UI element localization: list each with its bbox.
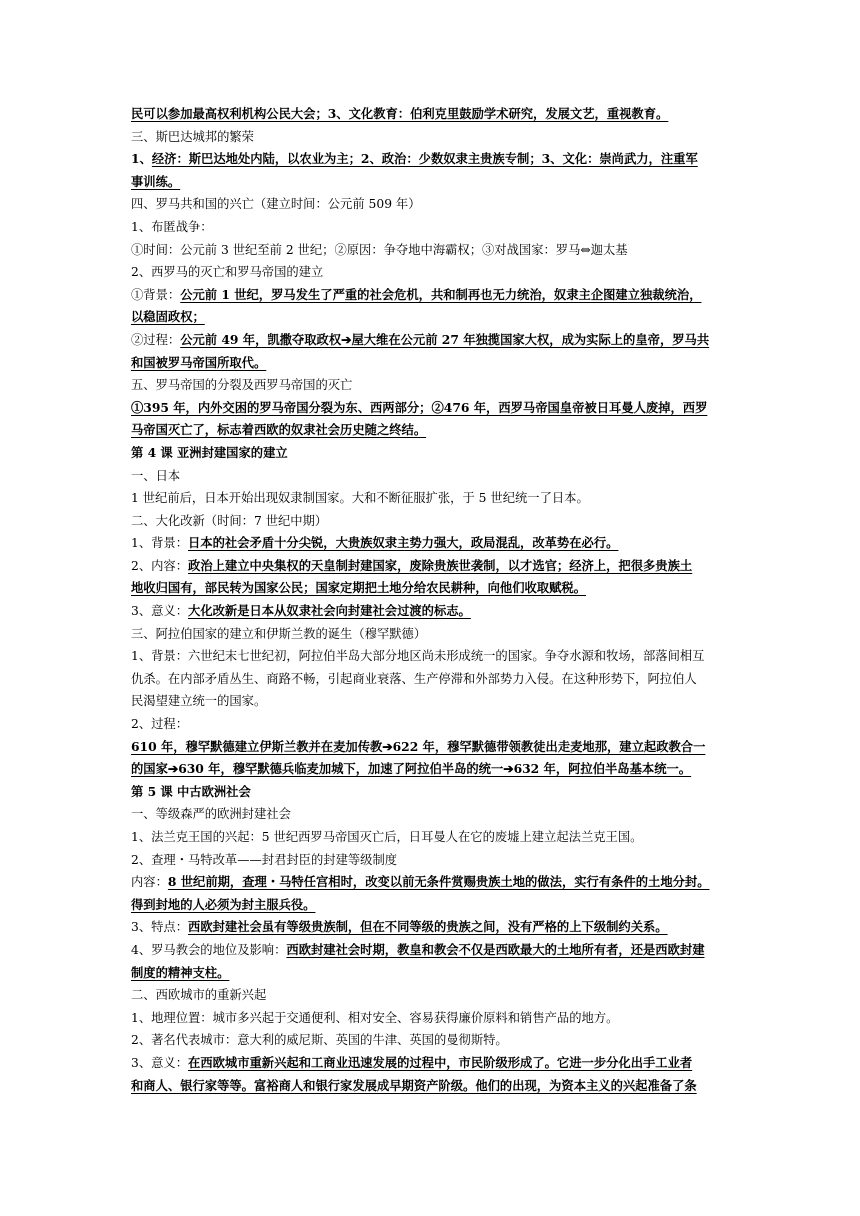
text-segment: 日本的社会矛盾十分尖锐，大贵族奴隶主势力强大，政局混乱，改革势在必行。: [188, 535, 619, 551]
text-segment: 公元前 1 世纪，罗马发生了严重的社会危机，共和制再也无力统治，奴隶主企图建立独裁统治，: [180, 286, 702, 302]
text-segment: 西欧封建社会时期，教皇和教会不仅是西欧最大的土地所有者，还是西欧封建: [286, 941, 705, 957]
text-segment: 第 4 课 亚洲封建国家的建立: [131, 444, 288, 460]
text-line: [131, 713, 731, 736]
text-line: [131, 1075, 731, 1098]
text-line: [131, 419, 731, 442]
text-line: [131, 442, 731, 465]
text-line: [131, 103, 731, 126]
text-line: [131, 193, 731, 216]
text-segment: 1、背景：: [131, 536, 189, 551]
text-line: [131, 397, 731, 420]
text-line: [131, 894, 731, 917]
text-segment: 民渴望建立统一的国家。: [131, 694, 267, 709]
text-line: [131, 148, 731, 171]
text-segment: 政治上建立中央集权的天皇制封建国家，废除贵族世袭制，以才选官；经济上，把很多贵族土: [188, 557, 693, 573]
text-segment: 610 年，穆罕默德建立伊斯兰教并在麦加传教➔622 年，穆罕默德带领教徒出走麦地那，建立起政教合一: [131, 738, 706, 754]
text-segment: 二、西欧城市的重新兴起: [131, 988, 267, 1003]
text-segment: 仇杀。在内部矛盾丛生、商路不畅，引起商业衰落、生产停滞和外部势力入侵。在这种形势下，阿拉伯人: [131, 671, 697, 686]
text-segment: 8 世纪前期，查理・马特任宫相时，改变以前无条件赏赐贵族土地的做法，实行有条件的土地分封。: [167, 874, 710, 890]
text-segment: 五、罗马帝国的分裂及西罗马帝国的灭亡: [131, 378, 353, 393]
text-segment: 西欧封建社会虽有等级贵族制，但在不同等级的贵族之间，没有严格的上下级制约关系。: [188, 919, 668, 935]
text-line: [131, 600, 731, 623]
text-line: [131, 216, 731, 239]
text-segment: 和国被罗马帝国所取代。: [131, 354, 267, 370]
text-segment: 2、内容：: [131, 558, 189, 573]
text-line: [131, 555, 731, 578]
text-line: [131, 1029, 731, 1052]
text-line: [131, 690, 731, 713]
text-line: [131, 239, 731, 262]
text-segment: 的国家➔630 年，穆罕默德兵临麦加城下，加速了阿拉伯半岛的统一➔632 年，阿拉伯半岛基本统一。: [131, 761, 692, 777]
text-segment: ②过程：: [131, 332, 181, 347]
document-body: [131, 103, 731, 1097]
text-segment: 内容：: [131, 875, 168, 890]
text-line: [131, 781, 731, 804]
text-segment: 一、日本: [131, 468, 181, 483]
text-line: [131, 668, 731, 691]
text-line: [131, 465, 731, 488]
text-line: [131, 736, 731, 759]
text-line: [131, 826, 731, 849]
text-line: [131, 984, 731, 1007]
text-segment: 2、著名代表城市：意大利的威尼斯、英国的牛津、英国的曼彻斯特。: [131, 1033, 508, 1048]
text-line: [131, 758, 731, 781]
text-segment: ①395 年，内外交困的罗马帝国分裂为东、西两部分；②476 年，西罗马帝国皇帝被日耳曼人废掉，西罗: [131, 399, 708, 415]
text-segment: 地收归国有，部民转为国家公民；国家定期把土地分给农民耕种，向他们收取赋税。: [131, 580, 586, 596]
text-segment: 1、布匿战争：: [131, 219, 213, 234]
text-line: [131, 962, 731, 985]
text-line: [131, 803, 731, 826]
text-line: [131, 126, 731, 149]
text-segment: 大化改新是日本从奴隶社会向封建社会过渡的标志。: [188, 603, 471, 619]
text-segment: 马帝国灭亡了，标志着西欧的奴隶社会历史随之终结。: [131, 422, 427, 438]
text-segment: 和商人、银行家等等。富裕商人和银行家发展成早期资产阶级。他们的出现，为资本主义的兴起准备了条: [131, 1077, 697, 1093]
text-line: [131, 510, 731, 533]
text-segment: 一、等级森严的欧洲封建社会: [131, 807, 291, 822]
text-line: [131, 261, 731, 284]
text-line: [131, 352, 731, 375]
text-line: [131, 623, 731, 646]
text-line: [131, 916, 731, 939]
text-segment: 2、查理・马特改革——封君封臣的封建等级制度: [131, 852, 398, 867]
text-segment: 公元前 49 年，凯撒夺取政权➔屋大维在公元前 27 年独揽国家大权，成为实际上的皇帝，罗马共: [180, 331, 710, 347]
text-segment: 3、意义：: [131, 604, 189, 619]
text-line: [131, 645, 731, 668]
text-line: [131, 577, 731, 600]
text-line: [131, 1007, 731, 1030]
text-segment: 二、大化改新（时间：7 世纪中期）: [131, 513, 328, 528]
text-line: [131, 1052, 731, 1075]
text-segment: 四、罗马共和国的兴亡（建立时间：公元前 509 年）: [131, 197, 421, 212]
text-segment: 三、斯巴达城邦的繁荣: [131, 129, 254, 144]
text-segment: 以稳固政权；: [131, 309, 205, 325]
text-segment: 3、意义：: [131, 1055, 189, 1070]
text-segment: 1、: [131, 151, 152, 167]
text-segment: 1、法兰克王国的兴起：5 世纪西罗马帝国灭亡后，日耳曼人在它的废墟上建立起法兰克王国。: [131, 830, 643, 844]
text-segment: 第 5 课 中古欧洲社会: [131, 783, 251, 799]
text-line: [131, 284, 731, 307]
text-segment: 在西欧城市重新兴起和工商业迅速发展的过程中，市民阶级形成了。它进一步分化出手工业者: [188, 1054, 693, 1070]
text-segment: 三、阿拉伯国家的建立和伊斯兰教的诞生（穆罕默德）: [131, 626, 427, 641]
text-segment: 制度的精神支柱。: [131, 964, 230, 980]
text-segment: 得到封地的人必须为封主服兵役。: [131, 896, 316, 912]
text-line: [131, 871, 731, 894]
text-segment: 1 世纪前后，日本开始出现奴隶制国家。大和不断征服扩张，于 5 世纪统一了日本。: [131, 491, 589, 506]
text-segment: 民可以参加最高权利机构公民大会；3、文化教育：伯利克里鼓励学术研究，发展文艺，重视教育。: [131, 106, 669, 121]
text-line: [131, 306, 731, 329]
text-line: [131, 171, 731, 194]
text-line: [131, 374, 731, 397]
text-line: [131, 487, 731, 510]
text-segment: 经济：斯巴达地处内陆，以农业为主；2、政治：少数奴隶主贵族专制；3、文化：崇尚武力，注重军: [151, 151, 698, 167]
text-segment: 2、过程：: [131, 717, 189, 732]
text-segment: 1、背景：六世纪末七世纪初，阿拉伯半岛大部分地区尚未形成统一的国家。争夺水源和牧场，部落间相互: [131, 649, 705, 664]
text-segment: ①时间：公元前 3 世纪至前 2 世纪；②原因：争夺地中海霸权；③对战国家：罗马⇔迦太基: [131, 242, 628, 257]
text-segment: ①背景：: [131, 287, 181, 302]
text-segment: 2、西罗马的灭亡和罗马帝国的建立: [131, 265, 324, 280]
text-segment: 1、地理位置：城市多兴起于交通便利、相对安全、容易获得廉价原料和销售产品的地方。: [131, 1010, 619, 1025]
text-segment: 事训练。: [131, 173, 181, 189]
text-line: [131, 849, 731, 872]
text-segment: 3、特点：: [131, 920, 189, 935]
text-line: [131, 939, 731, 962]
text-segment: 4、罗马教会的地位及影响：: [131, 942, 287, 957]
text-line: [131, 329, 731, 352]
text-line: [131, 532, 731, 555]
